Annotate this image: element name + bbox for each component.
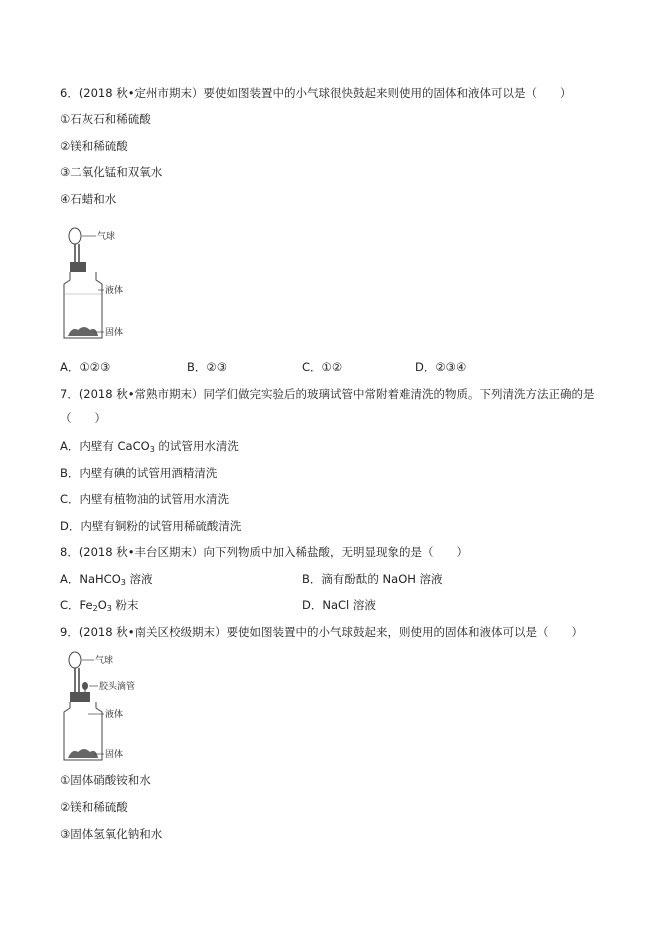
q7-option-a: A．内壁有 CaCO$_3$ 的试管用水清洗	[60, 439, 239, 454]
label-liquid: 液体	[105, 286, 124, 296]
q7-option-b: B．内壁有碘的试管用酒精清洗	[60, 466, 218, 480]
q8-option-a: A．NaHCO$_3$ 溶液	[60, 572, 153, 587]
q6-option-d: D．②③④	[415, 360, 467, 374]
q6-item-4: ④石蜡和水	[60, 192, 117, 206]
label-balloon: 气球	[97, 232, 116, 242]
q9-item-1: ①固体硝酸铵和水	[60, 773, 151, 787]
label-liquid: 液体	[105, 710, 124, 720]
stopper-shape	[70, 692, 90, 702]
q9-stem: 9．(2018 秋•南关区校级期末）要使如图装置中的小气球鼓起来，则使用的固体和液体可以是（ ）	[60, 625, 584, 639]
q8-option-c: C．$Fe_2O_3$ 粉末	[60, 598, 139, 613]
balloon-shape	[69, 228, 81, 244]
q6-apparatus-figure	[58, 224, 148, 344]
q6-item-2: ②镁和稀硫酸	[60, 139, 128, 153]
stopper-shape	[70, 262, 86, 272]
label-dropper: 胶头滴管	[99, 682, 136, 692]
label-solid: 固体	[105, 750, 124, 760]
q8-option-d: D．NaCl 溶液	[302, 598, 376, 612]
q8-option-b: B．滴有酚酞的 NaOH 溶液	[302, 572, 443, 586]
label-balloon: 气球	[95, 656, 114, 666]
q7-stem: 7．(2018 秋•常熟市期末）同学们做完实验后的玻璃试管中常附着难清洗的物质。下列清洗方法正确的是	[60, 387, 595, 401]
balloon-shape	[69, 652, 81, 668]
q8-stem: 8．(2018 秋•丰台区期末）向下列物质中加入稀盐酸，无明显现象的是（ ）	[60, 545, 469, 559]
dropper-bulb	[82, 682, 88, 690]
q6-item-3: ③二氧化锰和双氧水	[60, 165, 163, 179]
q6-item-1: ①石灰石和稀硫酸	[60, 112, 151, 126]
q6-option-c: C．①②	[302, 360, 343, 374]
label-solid: 固体	[105, 328, 124, 338]
q7-option-c: C．内壁有植物油的试管用水清洗	[60, 492, 230, 506]
q6-option-b: B．②③	[187, 360, 228, 374]
q9-item-2: ②镁和稀硫酸	[60, 800, 128, 814]
q9-apparatus-figure	[58, 648, 168, 766]
q7-stem-cont: （ ）	[60, 411, 106, 425]
q6-option-a: A．①②③	[60, 360, 111, 374]
q6-stem: 6．(2018 秋•定州市期末）要使如图装置中的小气球很快鼓起来则使用的固体和液体可以是（ ）	[60, 86, 572, 100]
q9-item-3: ③固体氢氧化钠和水	[60, 827, 163, 841]
q7-option-d: D．内壁有铜粉的试管用稀硫酸清洗	[60, 519, 242, 533]
